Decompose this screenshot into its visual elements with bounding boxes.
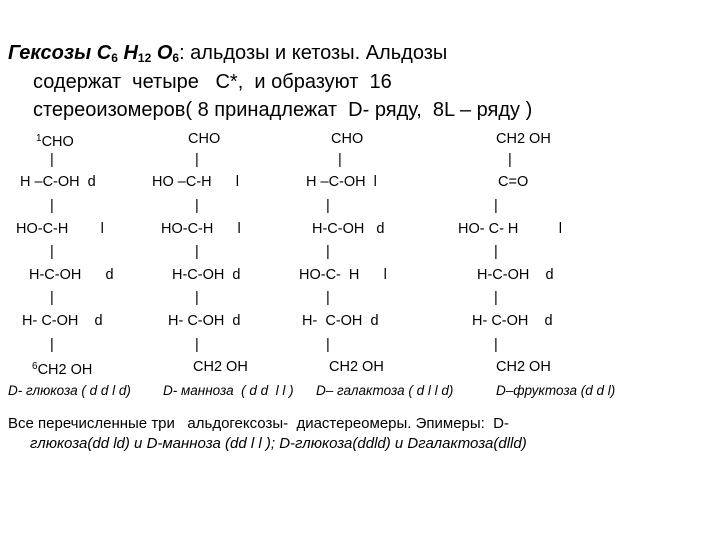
mannose-row-5: Н- С-ОН d xyxy=(168,313,241,329)
glucose-bond-5: | xyxy=(50,337,54,353)
heading-rest: : альдозы и кетозы. Альдозы xyxy=(179,42,448,64)
heading-line-2: содержат четыре С*, и образуют 16 xyxy=(33,71,392,93)
fructose-bond-5: | xyxy=(494,337,498,353)
galactose-row-1: СНО xyxy=(331,131,364,147)
heading-line-3: стереоизомеров( 8 принадлежат D- ряду, 8L – ряду ) xyxy=(33,99,533,121)
galactose-row-3: Н-С-ОН d xyxy=(312,221,385,237)
caption-mannose: D- манноза ( d d l l ) xyxy=(163,383,294,398)
galactose-row-4: НО-С- Н l xyxy=(299,267,387,283)
caption-glucose: D- глюкоза ( d d l d) xyxy=(8,383,131,398)
mannose-bond-2: | xyxy=(195,198,199,214)
mannose-bond-1: | xyxy=(195,152,199,168)
galactose-row-5: Н- С-ОН d xyxy=(302,313,379,329)
fructose-bond-1: | xyxy=(508,152,512,168)
note-line-1: Все перечисленные три альдогексозы- диастереомеры. Эпимеры: D- xyxy=(8,415,510,432)
heading-title: Гексозы xyxy=(8,42,92,64)
mannose-row-3: НО-С-Н l xyxy=(161,221,241,237)
caption-galactose: D– галактоза ( d l l d) xyxy=(316,383,454,398)
galactose-row-2: Н –С-ОН l xyxy=(306,174,377,190)
heading-line-1 xyxy=(8,41,447,70)
galactose-row-6: СН2 ОН xyxy=(329,359,384,375)
glucose-row-3: НО-С-Н l xyxy=(16,221,104,237)
galactose-bond-3: | xyxy=(326,244,330,260)
fructose-row-2: С=О xyxy=(498,174,529,190)
mannose-row-6: СН2 ОН xyxy=(193,359,248,375)
glucose-bond-1: | xyxy=(50,152,54,168)
fructose-row-1: СН2 ОН xyxy=(496,131,551,147)
formula-o: $О_6$ xyxy=(156,42,180,65)
fructose-bond-4: | xyxy=(494,290,498,306)
fructose-row-3: НО- С- Н l xyxy=(458,221,562,237)
fructose-bond-3: | xyxy=(494,244,498,260)
note-line-2: глюкоза(dd ld) и D-манноза (dd l l ); D-глюкоза(ddld) и Dгалактоза(dlld) xyxy=(30,435,527,452)
glucose-bond-4: | xyxy=(50,290,54,306)
mannose-bond-5: | xyxy=(195,337,199,353)
glucose-bond-3: | xyxy=(50,244,54,260)
mannose-bond-4: | xyxy=(195,290,199,306)
caption-fructose: D–фруктоза (d d l) xyxy=(496,383,616,398)
galactose-bond-2: | xyxy=(326,198,330,214)
glucose-row-1: $^1$СНО xyxy=(36,133,74,150)
mannose-row-1: СНО xyxy=(188,131,221,147)
formula-h: $Н_{12}$ xyxy=(123,42,152,65)
galactose-bond-4: | xyxy=(326,290,330,306)
glucose-row-6: $^6$СН2 ОН xyxy=(32,361,93,378)
mannose-row-4: Н-С-ОН d xyxy=(172,267,241,283)
glucose-row-5: Н- С-ОН d xyxy=(22,313,103,329)
fructose-bond-2: | xyxy=(494,198,498,214)
galactose-bond-5: | xyxy=(326,337,330,353)
glucose-row-4: Н-С-ОН d xyxy=(29,267,114,283)
mannose-bond-3: | xyxy=(195,244,199,260)
glucose-bond-2: | xyxy=(50,198,54,214)
fructose-row-4: Н-С-ОН d xyxy=(477,267,554,283)
fructose-row-5: Н- С-ОН d xyxy=(472,313,553,329)
galactose-bond-1: | xyxy=(338,152,342,168)
formula-c: $С_6$ xyxy=(96,42,118,65)
fructose-row-6: СН2 ОН xyxy=(496,359,551,375)
mannose-row-2: НО –С-Н l xyxy=(152,174,240,190)
glucose-row-2: Н –С-ОН d xyxy=(20,174,96,190)
